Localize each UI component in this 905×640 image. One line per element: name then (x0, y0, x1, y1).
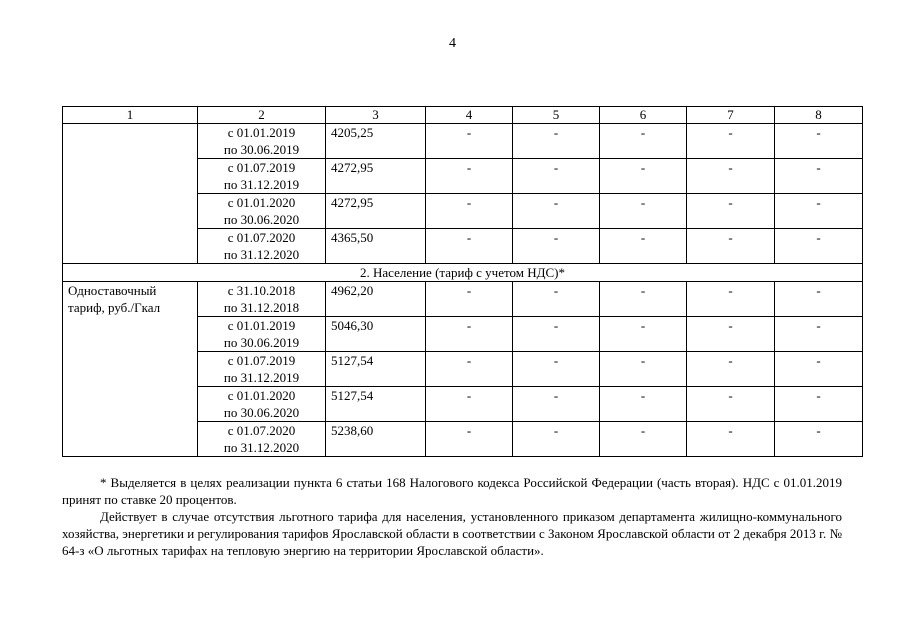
cell-col4: - (426, 159, 513, 194)
tariff-value: 4365,50 (326, 229, 426, 264)
table-row (63, 124, 863, 159)
tariff-value: 5238,60 (326, 422, 426, 457)
table-header-row (63, 107, 863, 124)
cell-col4: - (426, 387, 513, 422)
cell-col8: - (775, 194, 863, 229)
column-header: 7 (687, 107, 775, 124)
table-row (63, 282, 863, 317)
period-to: по 31.12.2020 (223, 247, 300, 262)
tariff-value: 4962,20 (326, 282, 426, 317)
section-row (63, 264, 863, 282)
cell-col4: - (426, 124, 513, 159)
tariff-type-cell-empty (63, 124, 198, 264)
notes (62, 474, 842, 559)
cell-col7: - (687, 229, 775, 264)
column-header: 5 (513, 107, 600, 124)
cell-col7: - (687, 282, 775, 317)
cell-col7: - (687, 352, 775, 387)
cell-col8: - (775, 422, 863, 457)
cell-col7: - (687, 317, 775, 352)
period-from: с 01.07.2020 (227, 230, 296, 245)
tariff-value: 5046,30 (326, 317, 426, 352)
cell-col6: - (600, 194, 687, 229)
tariff-value: 4272,95 (326, 159, 426, 194)
period-from: с 01.07.2020 (227, 423, 296, 438)
cell-col4: - (426, 352, 513, 387)
period-to: по 30.06.2019 (223, 335, 300, 350)
period-cell (198, 317, 326, 352)
cell-col7: - (687, 124, 775, 159)
cell-col7: - (687, 387, 775, 422)
tariff-value: 4272,95 (326, 194, 426, 229)
cell-col4: - (426, 194, 513, 229)
period-cell (198, 422, 326, 457)
period-to: по 30.06.2020 (223, 212, 300, 227)
period-cell (198, 282, 326, 317)
period-from: с 01.01.2019 (227, 318, 296, 333)
column-header: 1 (63, 107, 198, 124)
column-header: 6 (600, 107, 687, 124)
period-from: с 31.10.2018 (227, 283, 296, 298)
period-to: по 31.12.2020 (223, 440, 300, 455)
cell-col6: - (600, 229, 687, 264)
cell-col5: - (513, 422, 600, 457)
cell-col6: - (600, 387, 687, 422)
period-from: с 01.01.2020 (227, 195, 296, 210)
period-cell (198, 352, 326, 387)
cell-col8: - (775, 124, 863, 159)
period-to: по 31.12.2019 (223, 370, 300, 385)
section-title: 2. Население (тариф с учетом НДС)* (63, 264, 863, 282)
period-to: по 30.06.2020 (223, 405, 300, 420)
cell-col5: - (513, 282, 600, 317)
cell-col5: - (513, 317, 600, 352)
tariff-value: 5127,54 (326, 387, 426, 422)
cell-col4: - (426, 282, 513, 317)
cell-col6: - (600, 352, 687, 387)
cell-col8: - (775, 387, 863, 422)
tariff-table (62, 106, 863, 457)
cell-col8: - (775, 282, 863, 317)
cell-col6: - (600, 422, 687, 457)
cell-col4: - (426, 422, 513, 457)
cell-col5: - (513, 352, 600, 387)
cell-col7: - (687, 422, 775, 457)
cell-col6: - (600, 317, 687, 352)
period-to: по 31.12.2018 (223, 300, 300, 315)
period-from: с 01.01.2019 (227, 125, 296, 140)
tariff-value: 5127,54 (326, 352, 426, 387)
period-cell (198, 194, 326, 229)
page-number: 4 (449, 36, 456, 51)
cell-col5: - (513, 124, 600, 159)
cell-col6: - (600, 282, 687, 317)
period-cell (198, 229, 326, 264)
cell-col5: - (513, 229, 600, 264)
tariff-label-line1: Одноставочный (68, 283, 157, 298)
period-from: с 01.07.2019 (227, 353, 296, 368)
column-header: 2 (198, 107, 326, 124)
applicability-note: Действует в случае отсутствия льготного тарифа для населения, установленного приказом департамента жилищно-коммунального хозяйства, энергетики и регулирования тарифов Ярославской области в соответствии с Законом Ярославской области от 2 декабря 2013 г. № 64-з «О льготных тарифах на тепловую энергию на территории Ярославской области». (62, 509, 842, 558)
period-cell (198, 124, 326, 159)
cell-col8: - (775, 317, 863, 352)
period-to: по 31.12.2019 (223, 177, 300, 192)
cell-col5: - (513, 159, 600, 194)
cell-col6: - (600, 124, 687, 159)
column-header: 3 (326, 107, 426, 124)
cell-col8: - (775, 352, 863, 387)
column-header: 8 (775, 107, 863, 124)
tariff-value: 4205,25 (326, 124, 426, 159)
cell-col6: - (600, 159, 687, 194)
vat-footnote: * Выделяется в целях реализации пункта 6 статьи 168 Налогового кодекса Российской Федерации (часть вторая). НДС с 01.01.2019 принят по ставке 20 процентов. (62, 475, 842, 507)
tariff-type-cell (63, 282, 198, 457)
period-to: по 30.06.2019 (223, 142, 300, 157)
cell-col7: - (687, 159, 775, 194)
cell-col7: - (687, 194, 775, 229)
cell-col8: - (775, 229, 863, 264)
period-cell (198, 159, 326, 194)
cell-col8: - (775, 159, 863, 194)
cell-col5: - (513, 387, 600, 422)
period-from: с 01.07.2019 (227, 160, 296, 175)
column-header: 4 (426, 107, 513, 124)
period-from: с 01.01.2020 (227, 388, 296, 403)
cell-col5: - (513, 194, 600, 229)
period-cell (198, 387, 326, 422)
tariff-label-line2: тариф, руб./Гкал (68, 300, 161, 315)
cell-col4: - (426, 317, 513, 352)
cell-col4: - (426, 229, 513, 264)
